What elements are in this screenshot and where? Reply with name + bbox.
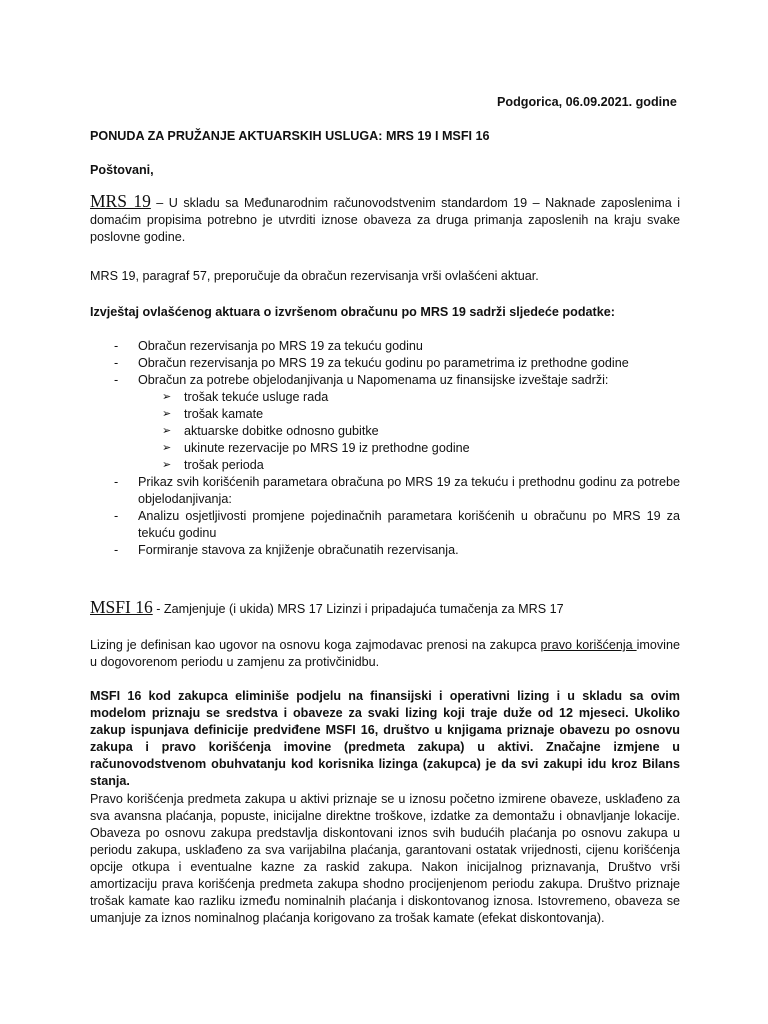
dash-bullet: - xyxy=(114,543,119,557)
list-item: - Obračun rezervisanja po MRS 19 za tekuću godinu xyxy=(114,339,423,353)
mrs19-intro-text: – U skladu sa Međunarodnim računovodstvenim standardom 19 – Naknade zaposlenima i domaćim propisima potrebno je utvrditi iznose obaveza za druga primanja zaposlenih na kraju svake poslovne godine. xyxy=(90,196,680,244)
list-item: - Analizu osjetljivosti promjene pojedinačnih parametara korišćenih u obračunu po MRS 19 za tekuću godinu xyxy=(114,509,680,540)
list-item: - Prikaz svih korišćenih parametara obračuna po MRS 19 za tekuću i prethodnu godinu za potrebe objelodanjivanja: xyxy=(114,475,680,506)
arrow-bullet-icon: ➢ xyxy=(162,408,172,420)
mrs19-report-list xyxy=(90,338,680,559)
mrs19-report-intro: Izvještaj ovlašćenog aktuara o izvršenom obračunu po MRS 19 sadrži sljedeće podatke: xyxy=(90,305,615,319)
list-item: - Obračun za potrebe objelodanjivanja u Napomenama uz finansijske izveštaje sadrži: ➢ trošak tekuće usluge rada ➢ trošak kamate ➢ aktuarske dobitke odnosno gubitke ➢ ukinute rezervacije po MRS 19 iz prethodne godine ➢ trošak perioda xyxy=(90,372,680,474)
list-item: - Obračun rezervisanja po MRS 19 za tekuću godinu po parametrima iz prethodne godine xyxy=(114,356,629,370)
msfi16-final-paragraph: Pravo korišćenja predmeta zakupa u aktivi priznaje se u iznosu početno izmirene obaveze, usklađeno za sva avansna plaćanja, popuste, inicijalne direktne troškove, izdatke za demontažu i obnavljanje lokacije. Obaveza po osnovu zakupa predstavlja diskontovani iznos svih budućih plaćanja po osnovu zakupa u periodu zakupa, usklađeno za sva varijabilna plaćanja, garantovani ostatak vrijednosti, cijenu korišćenja opcije otkupa i eventualne kazne za raskid zakupa. Nakon inicijalnog priznavanja, Društvo vrši amortizaciju prava korišćenja predmeta zakupa shodno procijenjenom periodu zakupa. Društvo priznaje trošak kamate kao razliku između nominalnih plaćanja i diskontovanog iznosa. Istovremeno, obaveza se umanjuje za iznos nominalnog plaćanja korigovano za trošak kamate (efekat diskontovanja). xyxy=(90,792,680,925)
mrs19-intro-paragraph xyxy=(90,193,680,246)
right-of-use-term: pravo korišćenja xyxy=(540,638,637,652)
arrow-bullet-icon: ➢ xyxy=(162,459,172,471)
msfi16-term: MSFI 16 xyxy=(90,597,153,617)
date-line: Podgorica, 06.09.2021. godine xyxy=(497,95,677,109)
arrow-bullet-icon: ➢ xyxy=(162,425,172,437)
sublist-item: ➢ trošak kamate xyxy=(162,407,264,421)
sublist-item: ➢ trošak tekuće usluge rada xyxy=(162,390,329,404)
arrow-bullet-icon: ➢ xyxy=(162,442,172,454)
sublist-item: ➢ ukinute rezervacije po MRS 19 iz prethodne godine xyxy=(162,441,470,455)
disclosure-sublist xyxy=(138,389,680,474)
dash-bullet: - xyxy=(114,509,119,523)
msfi16-intro-text: - Zamjenjuje (i ukida) MRS 17 Lizinzi i pripadajuća tumačenja za MRS 17 xyxy=(152,602,564,616)
sublist-item: ➢ trošak perioda xyxy=(162,458,264,472)
dash-bullet: - xyxy=(114,339,119,353)
mrs19-paragraph57: MRS 19, paragraf 57, preporučuje da obračun rezervisanja vrši ovlašćeni aktuar. xyxy=(90,269,539,283)
arrow-bullet-icon: ➢ xyxy=(162,391,172,403)
dash-bullet: - xyxy=(114,373,119,387)
offer-title: PONUDA ZA PRUŽANJE AKTUARSKIH USLUGA: MRS 19 I MSFI 16 xyxy=(90,129,490,143)
greeting: Poštovani, xyxy=(90,163,154,177)
msfi16-bold-paragraph: MSFI 16 kod zakupca eliminiše podjelu na finansijski i operativni lizing i u skladu sa ovim modelom priznaju se sredstva i obaveze za svaki lizing koji traje duže od 12 mjeseci. Ukoliko zakup ispunjava definicije predviđene MSFI 16, društvo u knjigama priznaje obavezu po osnovu zakupa i pravo korišćenja imovine (predmeta zakupa) u aktivi. Značajne izmjene u računovodstvenom obuhvatanju kod korisnika lizinga (zakupca) je da svi zakupi idu kroz Bilans stanja. xyxy=(90,689,680,788)
dash-bullet: - xyxy=(114,475,119,489)
list-item: - Formiranje stavova za knjiženje obračunatih rezervisanja. xyxy=(114,543,459,557)
leasing-definition: Lizing je definisan kao ugovor na osnovu koga zajmodavac prenosi na zakupca pravo korišćenja imovine u dogovorenom periodu u zamjenu za protivčinidbu. xyxy=(90,638,680,669)
dash-bullet: - xyxy=(114,356,119,370)
sublist-item: ➢ aktuarske dobitke odnosno gubitke xyxy=(162,424,379,438)
msfi16-heading xyxy=(90,599,680,618)
mrs19-term: MRS 19 xyxy=(90,191,151,211)
